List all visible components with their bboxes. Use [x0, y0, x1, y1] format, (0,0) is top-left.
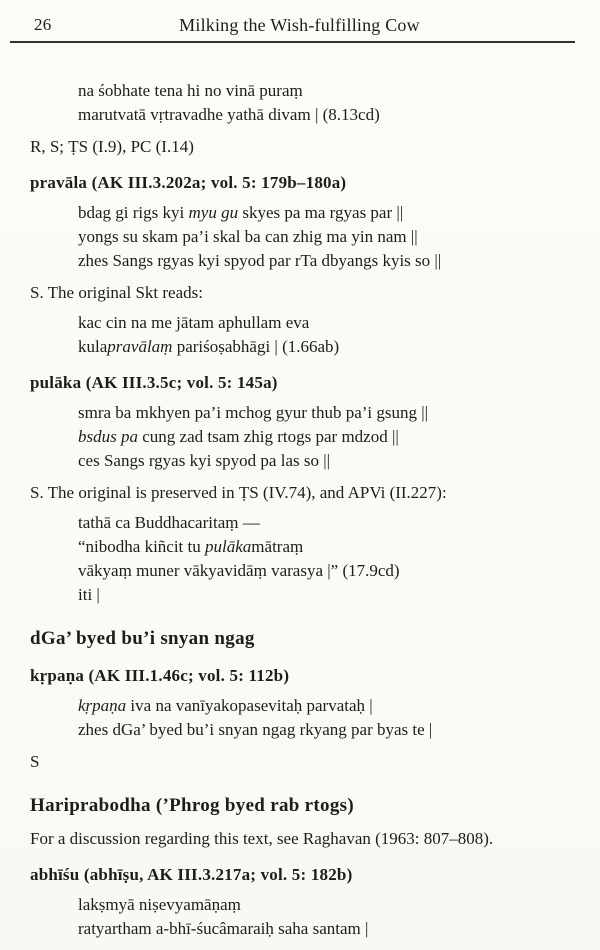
verse-block — [30, 401, 572, 473]
verse-line — [30, 718, 572, 742]
verse-line — [30, 103, 572, 127]
plain-block — [30, 750, 572, 774]
heading-line — [30, 626, 572, 652]
verse-block — [30, 79, 572, 127]
text-segment: zhes dGa’ byed bu’i snyan ngag rkyang par byas te | — [78, 720, 433, 739]
plain-block — [30, 827, 572, 851]
italic-text: pravālaṃ — [107, 337, 173, 356]
header-row — [24, 15, 575, 38]
heading-block — [30, 626, 572, 652]
verse-block — [30, 201, 572, 273]
text-segment: zhes Sangs rgyas kyi spyod par rTa dbyangs kyis so || — [78, 251, 442, 270]
text-segment: For a discussion regarding this text, see Raghavan (1963: 807–808). — [30, 829, 494, 848]
text-segment: lakṣmyā niṣevyamāṇaṃ — [78, 895, 241, 914]
verse-line — [30, 449, 572, 473]
plain-line — [30, 750, 572, 774]
verse-line — [30, 511, 572, 535]
verse-line — [30, 401, 572, 425]
text-segment: abhīśu (abhīṣu, AK III.3.217a; vol. 5: 182b) — [30, 865, 353, 884]
verse-block — [30, 511, 572, 607]
text-segment: tathā ca Buddhacaritaṃ — — [78, 513, 260, 532]
text-segment: ratyartham a-bhī-śucâmaraiḥ saha santam | — [78, 919, 369, 938]
verse-line — [30, 535, 572, 559]
entry-block — [30, 863, 572, 887]
text-segment: vākyaṃ muner vākyavidāṃ varasya |” (17.9cd) — [78, 561, 400, 580]
verse-block — [30, 694, 572, 742]
text-segment: kac cin na me jātam aphullam eva — [78, 313, 310, 332]
text-segment: dGa’ byed bu’i snyan ngag — [30, 628, 255, 649]
page-header — [0, 0, 600, 43]
verse-block — [30, 893, 572, 941]
page-number: 26 — [34, 15, 52, 34]
italic-text: myu gu — [188, 203, 239, 222]
text-segment: S — [30, 752, 40, 771]
entry-block — [30, 664, 572, 688]
entry-line — [30, 171, 572, 195]
entry-line — [30, 863, 572, 887]
entry-line — [30, 664, 572, 688]
plain-block — [30, 135, 572, 159]
italic-text: kṛpaṇa — [78, 696, 127, 715]
text-segment: iva na vanīyakopasevitaḥ parvataḥ | — [126, 696, 373, 715]
entry-line — [30, 371, 572, 395]
text-segment: pravāla (AK III.3.202a; vol. 5: 179b–180a) — [30, 173, 347, 192]
text-segment: “nibodha kiñcit tu — [78, 537, 206, 556]
text-segment: kṛpaṇa (AK III.1.46c; vol. 5: 112b) — [30, 666, 290, 685]
heading-line — [30, 793, 572, 819]
plain-line — [30, 281, 572, 305]
verse-line — [30, 583, 572, 607]
text-segment: pariśoṣabhāgi | (1.66ab) — [172, 337, 340, 356]
text-segment: S. The original Skt reads: — [30, 283, 203, 302]
text-segment: mātraṃ — [251, 537, 304, 556]
entry-block — [30, 371, 572, 395]
plain-block — [30, 281, 572, 305]
plain-line — [30, 135, 572, 159]
text-segment: skyes pa ma rgyas par || — [238, 203, 404, 222]
text-segment: smra ba mkhyen pa’i mchog gyur thub pa’i gsung || — [78, 403, 429, 422]
text-segment: na śobhate tena hi no vinā puraṃ — [78, 81, 303, 100]
header-rule — [10, 41, 575, 43]
verse-line — [30, 225, 572, 249]
plain-block — [30, 481, 572, 505]
verse-line — [30, 201, 572, 225]
verse-line — [30, 311, 572, 335]
verse-line — [30, 559, 572, 583]
verse-block — [30, 311, 572, 359]
page-body — [0, 43, 600, 941]
text-segment: bdag gi rigs kyi — [78, 203, 189, 222]
verse-line — [30, 79, 572, 103]
verse-line — [30, 249, 572, 273]
verse-line — [30, 917, 572, 941]
text-segment: kula — [78, 337, 108, 356]
text-segment: yongs su skam pa’i skal ba can zhig ma yin nam || — [78, 227, 418, 246]
text-segment: R, S; ṬS (I.9), PC (I.14) — [30, 137, 194, 156]
text-segment: Hariprabodha (’Phrog byed rab rtogs) — [30, 795, 354, 816]
text-segment: pulāka (AK III.3.5c; vol. 5: 145a) — [30, 373, 278, 392]
verse-line — [30, 425, 572, 449]
verse-line — [30, 335, 572, 359]
plain-line — [30, 481, 572, 505]
entry-block — [30, 171, 572, 195]
plain-line — [30, 827, 572, 851]
running-title: Milking the Wish-fulfilling Cow — [179, 15, 420, 35]
text-segment: ces Sangs rgyas kyi spyod pa las so || — [78, 451, 331, 470]
text-segment: cung zad tsam zhig rtogs par mdzod || — [137, 427, 399, 446]
verse-line — [30, 893, 572, 917]
verse-line — [30, 694, 572, 718]
text-segment: iti | — [78, 585, 100, 604]
text-segment: S. The original is preserved in ṬS (IV.74), and APVi (II.227): — [30, 483, 447, 502]
italic-text: pulāka — [205, 537, 252, 556]
text-segment: marutvatā vṛtravadhe yathā divam | (8.13cd) — [78, 105, 380, 124]
italic-text: bsdus pa — [78, 427, 138, 446]
heading-block — [30, 793, 572, 819]
